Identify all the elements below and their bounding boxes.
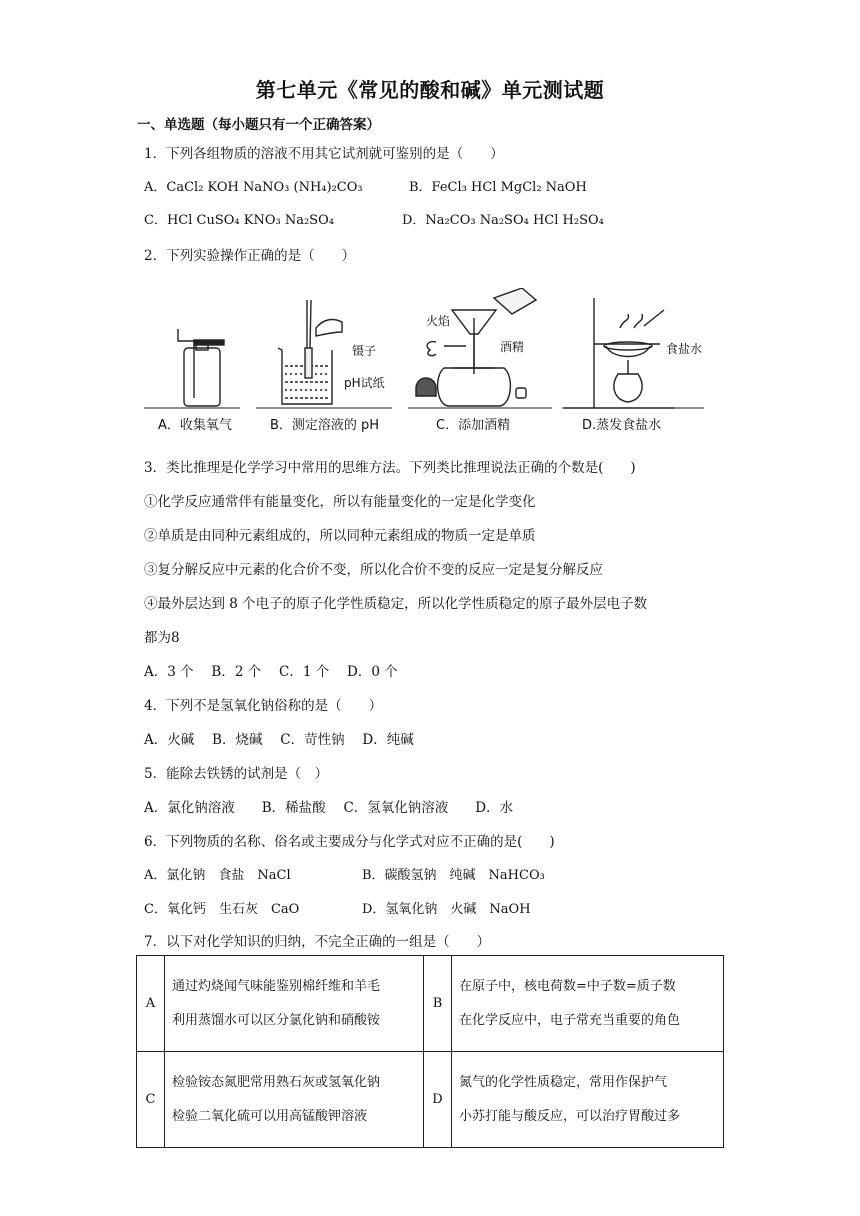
question-1-option-a: A．CaCl₂ KOH NaNO₃ (NH₄)₂CO₃ bbox=[144, 180, 363, 195]
table-cell-a-line-2: 利用蒸馏水可以区分氯化钠和硝酸铵 bbox=[172, 1013, 381, 1028]
table-key-c: C bbox=[137, 1052, 165, 1148]
question-3-stem: 3．类比推理是化学学习中常用的思维方法。下列类比推理说法正确的个数是( ) bbox=[144, 460, 636, 476]
question-1-option-b: B．FeCl₃ HCl MgCl₂ NaOH bbox=[409, 180, 587, 195]
question-6-option-b: B．碳酸氢钠 纯碱 NaHCO₃ bbox=[362, 868, 545, 883]
question-3-statement-3: ③复分解反应中元素的化合价不变，所以化合价不变的反应一定是复分解反应 bbox=[144, 562, 603, 578]
caption-d: D.蒸发食盐水 bbox=[582, 418, 662, 433]
table-cell-d-line-2: 小苏打能与酸反应，可以治疗胃酸过多 bbox=[459, 1109, 681, 1124]
tweezers-label: 镊子 bbox=[352, 344, 377, 358]
table-key-a: A bbox=[137, 956, 165, 1052]
table-cell-c-line-1: 检验铵态氮肥常用熟石灰或氢氧化钠 bbox=[172, 1075, 381, 1090]
table-cell-b-line-2: 在化学反应中，电子常充当重要的角色 bbox=[459, 1013, 681, 1028]
question-5-stem: 5．能除去铁锈的试剂是（ ） bbox=[144, 766, 329, 782]
question-6-option-a: A．氯化钠 食盐 NaCl bbox=[144, 868, 291, 883]
caption-c: C．添加酒精 bbox=[436, 418, 511, 433]
table-row bbox=[137, 956, 724, 1052]
table-cell-d-line-1: 氮气的化学性质稳定，常用作保护气 bbox=[459, 1075, 668, 1090]
table-key-b: B bbox=[424, 956, 452, 1052]
question-1-stem: 1．下列各组物质的溶液不用其它试剂就可鉴别的是（ ） bbox=[144, 146, 504, 162]
question-3-statement-4: ④最外层达到 8 个电子的原子化学性质稳定，所以化学性质稳定的原子最外层电子数 bbox=[144, 596, 648, 612]
table-cell-a-line-1: 通过灼烧闻气味能鉴别棉纤维和羊毛 bbox=[172, 979, 381, 994]
table-cell-b bbox=[452, 956, 724, 1052]
section-heading: 一、单选题（每小题只有一个正确答案） bbox=[137, 117, 380, 133]
question-7-table bbox=[136, 955, 724, 1148]
flame-label: 火焰 bbox=[426, 314, 451, 328]
apparatus-figure bbox=[144, 288, 784, 438]
table-row bbox=[137, 1052, 724, 1148]
table-cell-d bbox=[452, 1052, 724, 1148]
alcohol-label: 酒精 bbox=[500, 340, 525, 354]
question-6-option-c: C．氧化钙 生石灰 CaO bbox=[144, 902, 300, 917]
question-6-option-d: D．氢氧化钠 火碱 NaOH bbox=[362, 902, 531, 917]
question-3-statement-2: ②单质是由同种元素组成的，所以同种元素组成的物质一定是单质 bbox=[144, 528, 536, 544]
ph-paper-label: pH试纸 bbox=[344, 376, 385, 390]
page-title: 第七单元《常见的酸和碱》单元测试题 bbox=[255, 78, 605, 102]
question-1-option-c: C．HCl CuSO₄ KNO₃ Na₂SO₄ bbox=[144, 213, 334, 228]
question-3-options: A．3 个 B．2 个 C．1 个 D．0 个 bbox=[144, 664, 398, 680]
salt-water-label: 食盐水 bbox=[666, 342, 703, 356]
caption-a: A．收集氧气 bbox=[158, 418, 232, 433]
gas-bottle-drawing bbox=[178, 329, 224, 406]
question-3-statement-1: ①化学反应通常伴有能量变化，所以有能量变化的一定是化学变化 bbox=[144, 494, 536, 510]
table-cell-c bbox=[165, 1052, 424, 1148]
question-4-options: A．火碱 B．烧碱 C．苛性钠 D．纯碱 bbox=[144, 732, 414, 748]
table-key-d: D bbox=[424, 1052, 452, 1148]
table-cell-a bbox=[165, 956, 424, 1052]
question-5-options: A．氯化钠溶液 B．稀盐酸 C．氢氧化钠溶液 D．水 bbox=[144, 800, 514, 816]
question-4-stem: 4．下列不是氢氧化钠俗称的是（ ） bbox=[144, 698, 383, 714]
question-2-stem: 2．下列实验操作正确的是（ ） bbox=[144, 248, 356, 264]
beaker-ph-drawing bbox=[278, 300, 342, 404]
question-3-statement-4-cont: 都为8 bbox=[144, 630, 180, 646]
table-cell-b-line-1: 在原子中，核电荷数=中子数=质子数 bbox=[459, 979, 676, 994]
caption-b: B．测定溶液的 pH bbox=[270, 418, 380, 433]
evaporation-drawing bbox=[564, 298, 674, 408]
question-6-stem: 6．下列物质的名称、俗名或主要成分与化学式对应不正确的是( ) bbox=[144, 834, 555, 850]
table-cell-c-line-2: 检验二氧化硫可以用高锰酸钾溶液 bbox=[172, 1109, 368, 1124]
question-7-stem: 7．以下对化学知识的归纳，不完全正确的一组是（ ） bbox=[144, 934, 491, 950]
question-1-option-d: D．Na₂CO₃ Na₂SO₄ HCl H₂SO₄ bbox=[402, 213, 604, 228]
